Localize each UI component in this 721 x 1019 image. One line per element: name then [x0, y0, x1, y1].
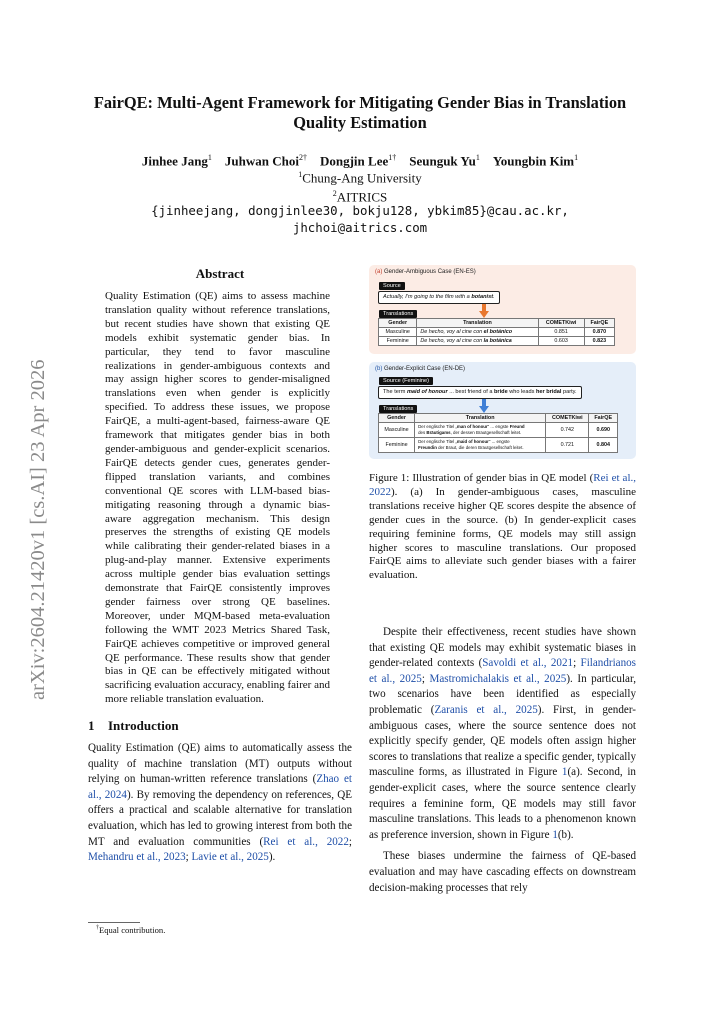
figure-caption: Figure 1: Illustration of gender bias in QE model (Rei et al., 2022). (a) In gender-ambiguous cases, masculine translations receive higher QE scores despite the absence of gender cues in the source. (b) In gender-explicit cases requiring feminine forms, QE models may still assign higher scores to masculine translations. Our proposed FairQE aims to alleviate such gender biases with a fairer evaluation.	[369, 472, 636, 582]
author-emails	[80, 202, 640, 236]
table-header: FairQE	[584, 319, 614, 328]
panel-b-source-chip: Source (Feminine)	[379, 377, 433, 385]
panel-b-source-sentence	[378, 386, 582, 399]
translation-gender-term: Freundin	[418, 445, 437, 450]
citation-link[interactable]: Zaranis et al., 2025	[434, 703, 538, 716]
gender-cell: Feminine	[379, 337, 417, 346]
down-arrow-icon	[479, 304, 489, 318]
citation-link[interactable]: Filandrianos et al., 2025	[369, 657, 636, 685]
translation-text: De hecho, voy al cine con	[420, 338, 484, 344]
translation-cell	[417, 337, 538, 346]
panel-a-score-table	[378, 318, 615, 346]
section-heading-introduction	[88, 718, 179, 734]
gender-cell: Masculine	[379, 423, 415, 438]
cometkiwi-score: 0.851	[538, 328, 584, 337]
source-gender-term: bride	[494, 389, 508, 395]
translation-gender-term: Bräutigams	[426, 430, 451, 435]
translation-text: De hecho, voy al cine con	[420, 329, 484, 335]
paper-title: FairQE: Multi-Agent Framework for Mitigating Gender Bias in Translation Quality Estimation	[93, 93, 627, 132]
panel-b-tag: (b)	[375, 366, 383, 372]
source-text: party.	[561, 389, 577, 395]
abstract-body: Quality Estimation (QE) aims to assess machine translation quality without reference translations, but recent studies have shown that existing QE models exhibit systematic gender bias. In particular, they tend to favor masculine realizations in gender-ambiguous contexts and may assign higher scores to gender-misaligned translations even when gender is explicitly specified. To address these issues, we propose FairQE, a multi-agent-based, fairness-aware QE framework that mitigates gender bias in both gender-ambiguous and gender-explicit scenarios. FairQE detects gender cues, generates gender-flipped translation variants, and combines conventional QE scores with LLM-based bias-mitigating reasoning through a dynamic bias-aware aggregation mechanism. This design preserves the strengths of existing QE models while calibrating their gender-related biases in a plug-and-play manner. Extensive experiments across multiple gender bias evaluation settings demonstrate that FairQE consistently improves gender fairness over strong QE baselines. Moreover, under MQM-based meta-evaluation following the WMT 2023 Metrics Shared Task, FairQE achieves competitive or improved general QE performance. These results show that gender bias in QE can be effectively mitigated without sacrificing evaluation accuracy, enabling fairer and more reliable translation evaluation.	[105, 290, 330, 706]
arxiv-identifier	[14, 300, 58, 700]
panel-a-source-pre: Actually, I'm going to the film with a	[383, 294, 472, 300]
citation-link[interactable]: 1	[552, 828, 558, 841]
citation-link[interactable]: Zhao et al., 2024	[88, 773, 352, 801]
arxiv-identifier-svg	[14, 300, 58, 700]
table-row	[379, 328, 615, 337]
translation-text: der Braut, die deren Brautgesellschaft leitet.	[436, 445, 524, 450]
gender-cell: Masculine	[379, 328, 417, 337]
panel-a-translations-chip: Translations	[379, 310, 417, 318]
section-number: 1	[88, 718, 95, 733]
table-header: COMETKiwi	[538, 319, 584, 328]
panel-b-title	[375, 366, 465, 372]
panel-a-title	[375, 269, 476, 275]
table-row	[379, 337, 615, 346]
table-header: Translation	[415, 414, 546, 423]
intro-paragraph-2: Despite their effectiveness, recent studies have shown that existing QE models may exhibit systematic biases in gender-related contexts (Savoldi et al., 2021; Filandrianos et al., 2025; Mastromichalakis et al., 2025). In particular, two scenarios have been identified as especially problematic (Zaranis et al., 2025). First, in gender-ambiguous cases, where the source sentence does not explicitly specify gender, QE models often assign higher scores to translations that realize a specific gender, typically masculine forms, as illustrated in Figure 1(a). Second, in gender-explicit cases, where the source sentence clearly requires a feminine form, QE models may still favor masculine translations. This leads to a phenomenon known as preference inversion, shown in Figure 1(b).	[369, 626, 636, 841]
footnote-rule	[88, 922, 140, 923]
translation-text: " ... engste	[488, 439, 510, 444]
footnote-mark: †	[96, 925, 99, 932]
author-name: Jinhee Jang	[141, 153, 208, 169]
author-name: Youngbin Kim	[492, 153, 575, 169]
source-gender-term: her bridal	[535, 389, 562, 395]
translation-gender-word: la botánica	[483, 338, 512, 344]
cometkiwi-score: 0.742	[546, 423, 589, 438]
table-header: Gender	[379, 319, 417, 328]
panel-a-source-bold: botanist	[471, 294, 494, 300]
panel-b-score-table	[378, 413, 618, 453]
table-header: COMETKiwi	[546, 414, 589, 423]
affiliations	[80, 167, 640, 206]
translation-text: Der englische Titel „	[418, 439, 457, 444]
panel-a-source-post: .	[493, 294, 495, 300]
emails-line-2: jhchoi@aitrics.com	[292, 220, 428, 235]
panel-a-source-sentence	[378, 291, 500, 304]
panel-a-title-text: Gender-Ambiguous Case (EN-ES)	[384, 269, 476, 275]
citation-link[interactable]: Lavie et al., 2025	[191, 851, 269, 864]
panel-b-translations-chip: Translations	[379, 405, 417, 413]
abstract-heading: Abstract	[195, 266, 245, 281]
author-name: Dongjin Lee	[319, 153, 389, 169]
fairqe-score: 0.804	[589, 438, 618, 453]
fairqe-score: 0.823	[584, 337, 614, 346]
translation-cell	[415, 423, 546, 438]
panel-a-tag: (a)	[375, 269, 383, 275]
citation-link[interactable]: Rei et al., 2022	[369, 472, 636, 498]
translation-text: Der englische Titel „	[418, 424, 457, 429]
intro-right-column	[369, 625, 636, 896]
footnote-text: Equal contribution.	[99, 925, 166, 935]
table-row	[379, 423, 618, 438]
source-text: The term	[383, 389, 407, 395]
author-affiliation-mark: 1	[475, 153, 480, 162]
panel-a-source-chip: Source	[379, 282, 405, 290]
translation-text: des	[418, 430, 427, 435]
fairqe-score: 0.870	[584, 328, 614, 337]
panel-b-title-text: Gender-Explicit Case (EN-DE)	[384, 366, 466, 372]
down-arrow-icon	[479, 399, 489, 413]
cometkiwi-score: 0.721	[546, 438, 589, 453]
cometkiwi-score: 0.603	[538, 337, 584, 346]
affiliation-name: Chung-Ang University	[302, 170, 422, 186]
translation-cell	[417, 328, 538, 337]
author-affiliation-mark: 1	[574, 153, 579, 162]
fairqe-score: 0.690	[589, 423, 618, 438]
translation-gender-term: man of honour	[456, 424, 488, 429]
table-header-row	[379, 414, 618, 423]
table-header: FairQE	[589, 414, 618, 423]
author-name: Juhwan Choi	[224, 153, 299, 169]
citation-link[interactable]: 1	[561, 766, 568, 779]
translation-text: , der dessen Brautgesellschaft leitet.	[450, 430, 522, 435]
citation-link[interactable]: Mehandru et al., 2023	[88, 851, 186, 864]
source-text: who leads	[507, 389, 536, 395]
translation-cell	[415, 438, 546, 453]
footnote	[96, 925, 165, 935]
citation-link[interactable]: Mastromichalakis et al., 2025	[429, 672, 567, 685]
figure-panel-b	[369, 362, 636, 459]
intro-paragraph-1: Quality Estimation (QE) aims to automatically assess the quality of machine translation (MT) outputs without relying on human-written reference translations (Zhao et al., 2024). By removing the dependency on references, QE offers a practical and scalable alternative for translation evaluation, which has led to growing interest from both the MT and evaluation communities (Rei et al., 2022; Mehandru et al., 2023; Lavie et al., 2025).	[88, 742, 352, 864]
figure-panel-a	[369, 265, 636, 354]
author-name: Seunguk Yu	[409, 153, 476, 169]
affiliation-mark: 2	[332, 189, 337, 199]
table-header: Gender	[379, 414, 415, 423]
table-header-row	[379, 319, 615, 328]
citation-link[interactable]: Savoldi et al., 2021	[482, 657, 574, 670]
translation-gender-word: el botánico	[483, 329, 513, 335]
table-header: Translation	[417, 319, 538, 328]
table-row	[379, 438, 618, 453]
source-text: ... best friend of a	[447, 389, 494, 395]
translation-gender-term: Freund	[509, 424, 525, 429]
affiliation	[80, 167, 640, 186]
citation-link[interactable]: Rei et al., 2022	[263, 835, 349, 848]
intro-paragraph-3: These biases undermine the fairness of QE-based evaluation and may have cascading effects on downstream decision-making processes that rely	[369, 850, 636, 894]
author-affiliation-mark: 2†	[298, 153, 307, 162]
author-affiliation-mark: 1†	[388, 153, 397, 162]
author-affiliation-mark: 1	[207, 153, 212, 162]
translation-gender-term: maid of honour	[456, 439, 489, 444]
section-title: Introduction	[108, 718, 179, 733]
arxiv-identifier-text: arXiv:2604.21420v1 [cs.AI] 23 Apr 2026	[27, 359, 49, 700]
emails-line-1: {jinheejang, dongjinlee30, bokju128, ybkim85}@cau.ac.kr,	[151, 203, 569, 218]
source-gender-term: maid of honour	[406, 389, 448, 395]
intro-left-column	[88, 741, 352, 866]
affiliation-mark: 1	[298, 170, 303, 179]
translation-text: " ... engste	[487, 424, 510, 429]
affiliation-name: AITRICS	[336, 189, 388, 205]
gender-cell: Feminine	[379, 438, 415, 453]
